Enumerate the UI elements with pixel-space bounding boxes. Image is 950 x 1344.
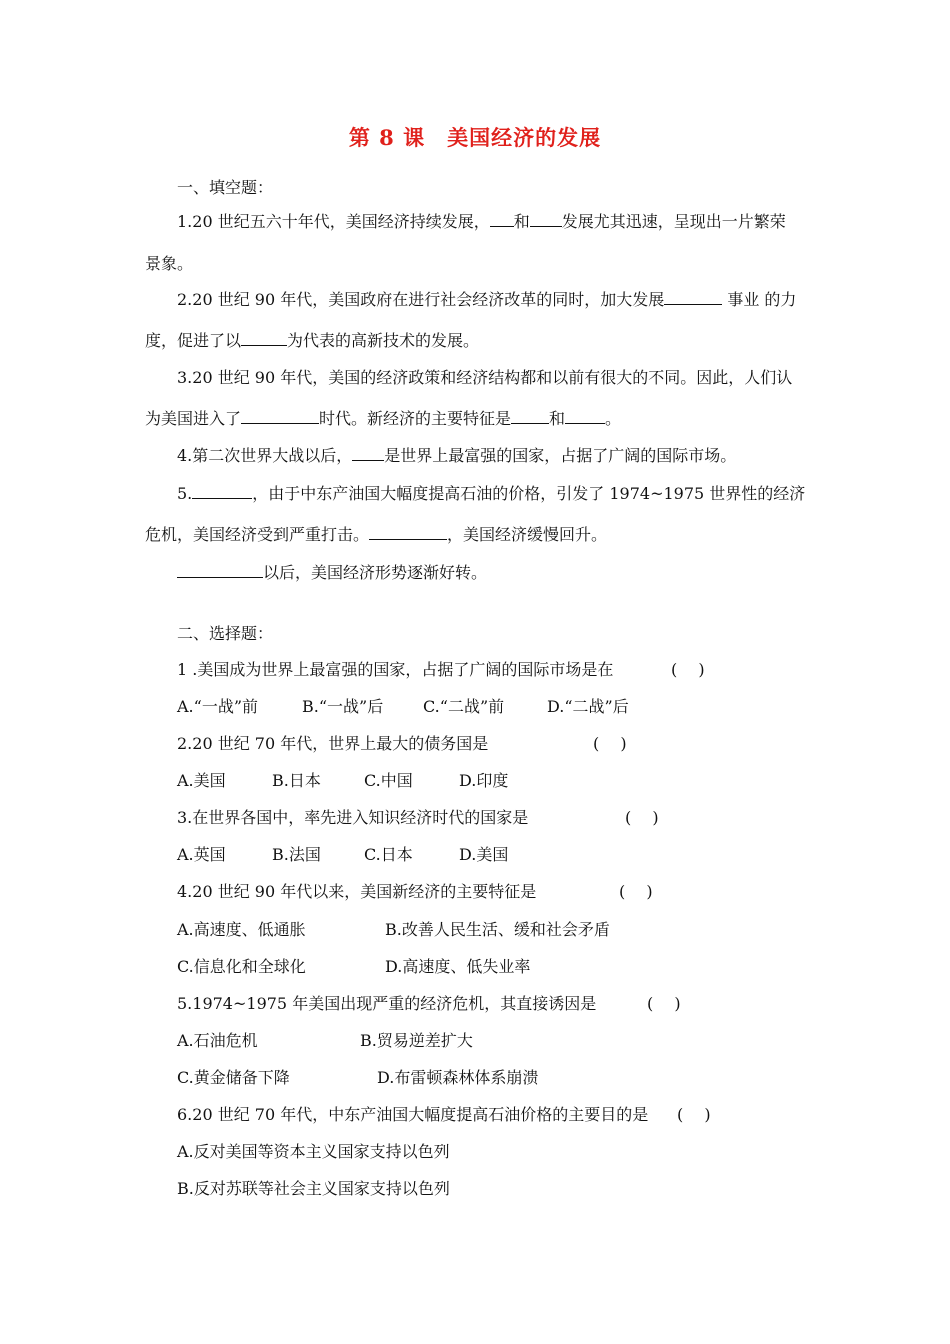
q5-blank-3 [177,563,263,578]
mc-q2-stem: 2.20 世纪 70 年代，世界上最大的债务国是 [177,734,489,753]
mc-q5-option-d: D.布雷顿森林体系崩溃 [377,1068,539,1087]
q1-line-1 [177,212,786,232]
q3-text-b: 为美国进入了 [145,409,242,428]
mc-q2-option-d: D.印度 [459,771,509,790]
q5-line-1 [177,484,805,504]
q4-text-a: 4.第二次世界大战以后， [177,446,353,465]
q2-text-a: 2.20 世纪 90 年代，美国政府在进行社会经济改革的同时，加大发展 [177,290,665,309]
mc-q5-option-c: C.黄金储备下降 [177,1068,290,1087]
q5-text-a: 5. [177,484,193,503]
q3-line-1: 3.20 世纪 90 年代，美国的经济政策和经济结构都和以前有很大的不同。因此，人们认 [177,368,793,387]
q1-text-b: 和 [513,212,530,231]
mc-q5-answer-bracket: ( ) [647,994,681,1013]
mc-q1-option-c: C.“二战”前 [423,697,505,716]
mc-q3-option-b: B.法国 [272,845,321,864]
mc-q3-option-c: C.日本 [364,845,413,864]
mc-q6-option-a: A.反对美国等资本主义国家支持以色列 [177,1142,450,1161]
mc-q1-option-d: D.“二战”后 [547,697,629,716]
q2-line-2 [145,331,479,351]
mc-q1-option-b: B.“一战”后 [302,697,384,716]
q3-line-2 [145,409,621,429]
q2-text-b: 事业 的力 [722,290,797,309]
q4-blank-1 [352,446,384,461]
mc-q4-option-b: B.改善人民生活、缓和社会矛盾 [385,920,610,939]
mc-q2-answer-bracket: ( ) [593,734,627,753]
q3-blank-1 [241,409,319,424]
q3-text-c: 时代。新经济的主要特征是 [319,409,512,428]
mc-q4-stem: 4.20 世纪 90 年代以来，美国新经济的主要特征是 [177,882,537,901]
mc-q6-answer-bracket: ( ) [677,1105,711,1124]
q3-text-d: 和 [549,409,566,428]
q2-blank-1 [664,290,722,305]
mc-q2-option-b: B.日本 [272,771,321,790]
q2-line-1 [177,290,796,310]
mc-q4-option-c: C.信息化和全球化 [177,957,306,976]
q5-line-2 [145,525,607,545]
mc-q1-answer-bracket: ( ) [671,660,705,679]
lesson-title: 第 8 课 美国经济的发展 [348,125,602,150]
mc-q5-stem: 5.1974~1975 年美国出现严重的经济危机，其直接诱因是 [177,994,597,1013]
mc-q3-stem: 3.在世界各国中，率先进入知识经济时代的国家是 [177,808,529,827]
q5-text-d: ，美国经济缓慢回升。 [447,525,608,544]
q5-text-b: ，由于中东产油国大幅度提高石油的价格，引发了 1974~1975 世界性的经济 [252,484,806,503]
q1-blank-2 [530,212,562,227]
q2-blank-2 [241,331,287,346]
q1-line-2: 景象。 [145,254,194,273]
mc-q4-option-a: A.高速度、低通胀 [177,920,306,939]
q4-text-b: 是世界上最富强的国家，占据了广阔的国际市场。 [384,446,737,465]
mc-q2-option-c: C.中国 [364,771,413,790]
q2-text-d: 为代表的高新技术的发展。 [287,331,480,350]
q2-text-c: 度，促进了以 [145,331,242,350]
q5-text-e: 以后，美国经济形势逐渐好转。 [263,563,488,582]
mc-q3-option-d: D.美国 [459,845,509,864]
q3-text-e: 。 [605,409,622,428]
mc-q1-option-a: A.“一战”前 [177,697,259,716]
q1-text-a: 1.20 世纪五六十年代，美国经济持续发展， [177,212,490,231]
q5-text-c: 危机，美国经济受到严重打击。 [145,525,370,544]
q1-text-c: 发展尤其迅速，呈现出一片繁荣 [561,212,786,231]
mc-q5-option-b: B.贸易逆差扩大 [360,1031,473,1050]
q1-blank-1 [490,212,514,227]
mc-q6-stem: 6.20 世纪 70 年代，中东产油国大幅度提高石油价格的主要目的是 [177,1105,649,1124]
section-1-heading: 一、填空题： [177,178,274,197]
q3-blank-2 [511,409,549,424]
mc-q3-option-a: A.英国 [177,845,226,864]
section-2-heading: 二、选择题： [177,624,274,643]
mc-q2-option-a: A.美国 [177,771,226,790]
mc-q1-stem: 1 .美国成为世界上最富强的国家，占据了广阔的国际市场是在 [177,660,614,679]
mc-q4-option-d: D.高速度、低失业率 [385,957,531,976]
mc-q4-answer-bracket: ( ) [619,882,653,901]
q3-blank-3 [565,409,605,424]
mc-q3-answer-bracket: ( ) [625,808,659,827]
q5-blank-1 [192,484,252,499]
q4-line [177,446,736,466]
mc-q5-option-a: A.石油危机 [177,1031,258,1050]
q5-line-3 [177,563,487,583]
q5-blank-2 [369,525,447,540]
mc-q6-option-b: B.反对苏联等社会主义国家支持以色列 [177,1179,450,1198]
